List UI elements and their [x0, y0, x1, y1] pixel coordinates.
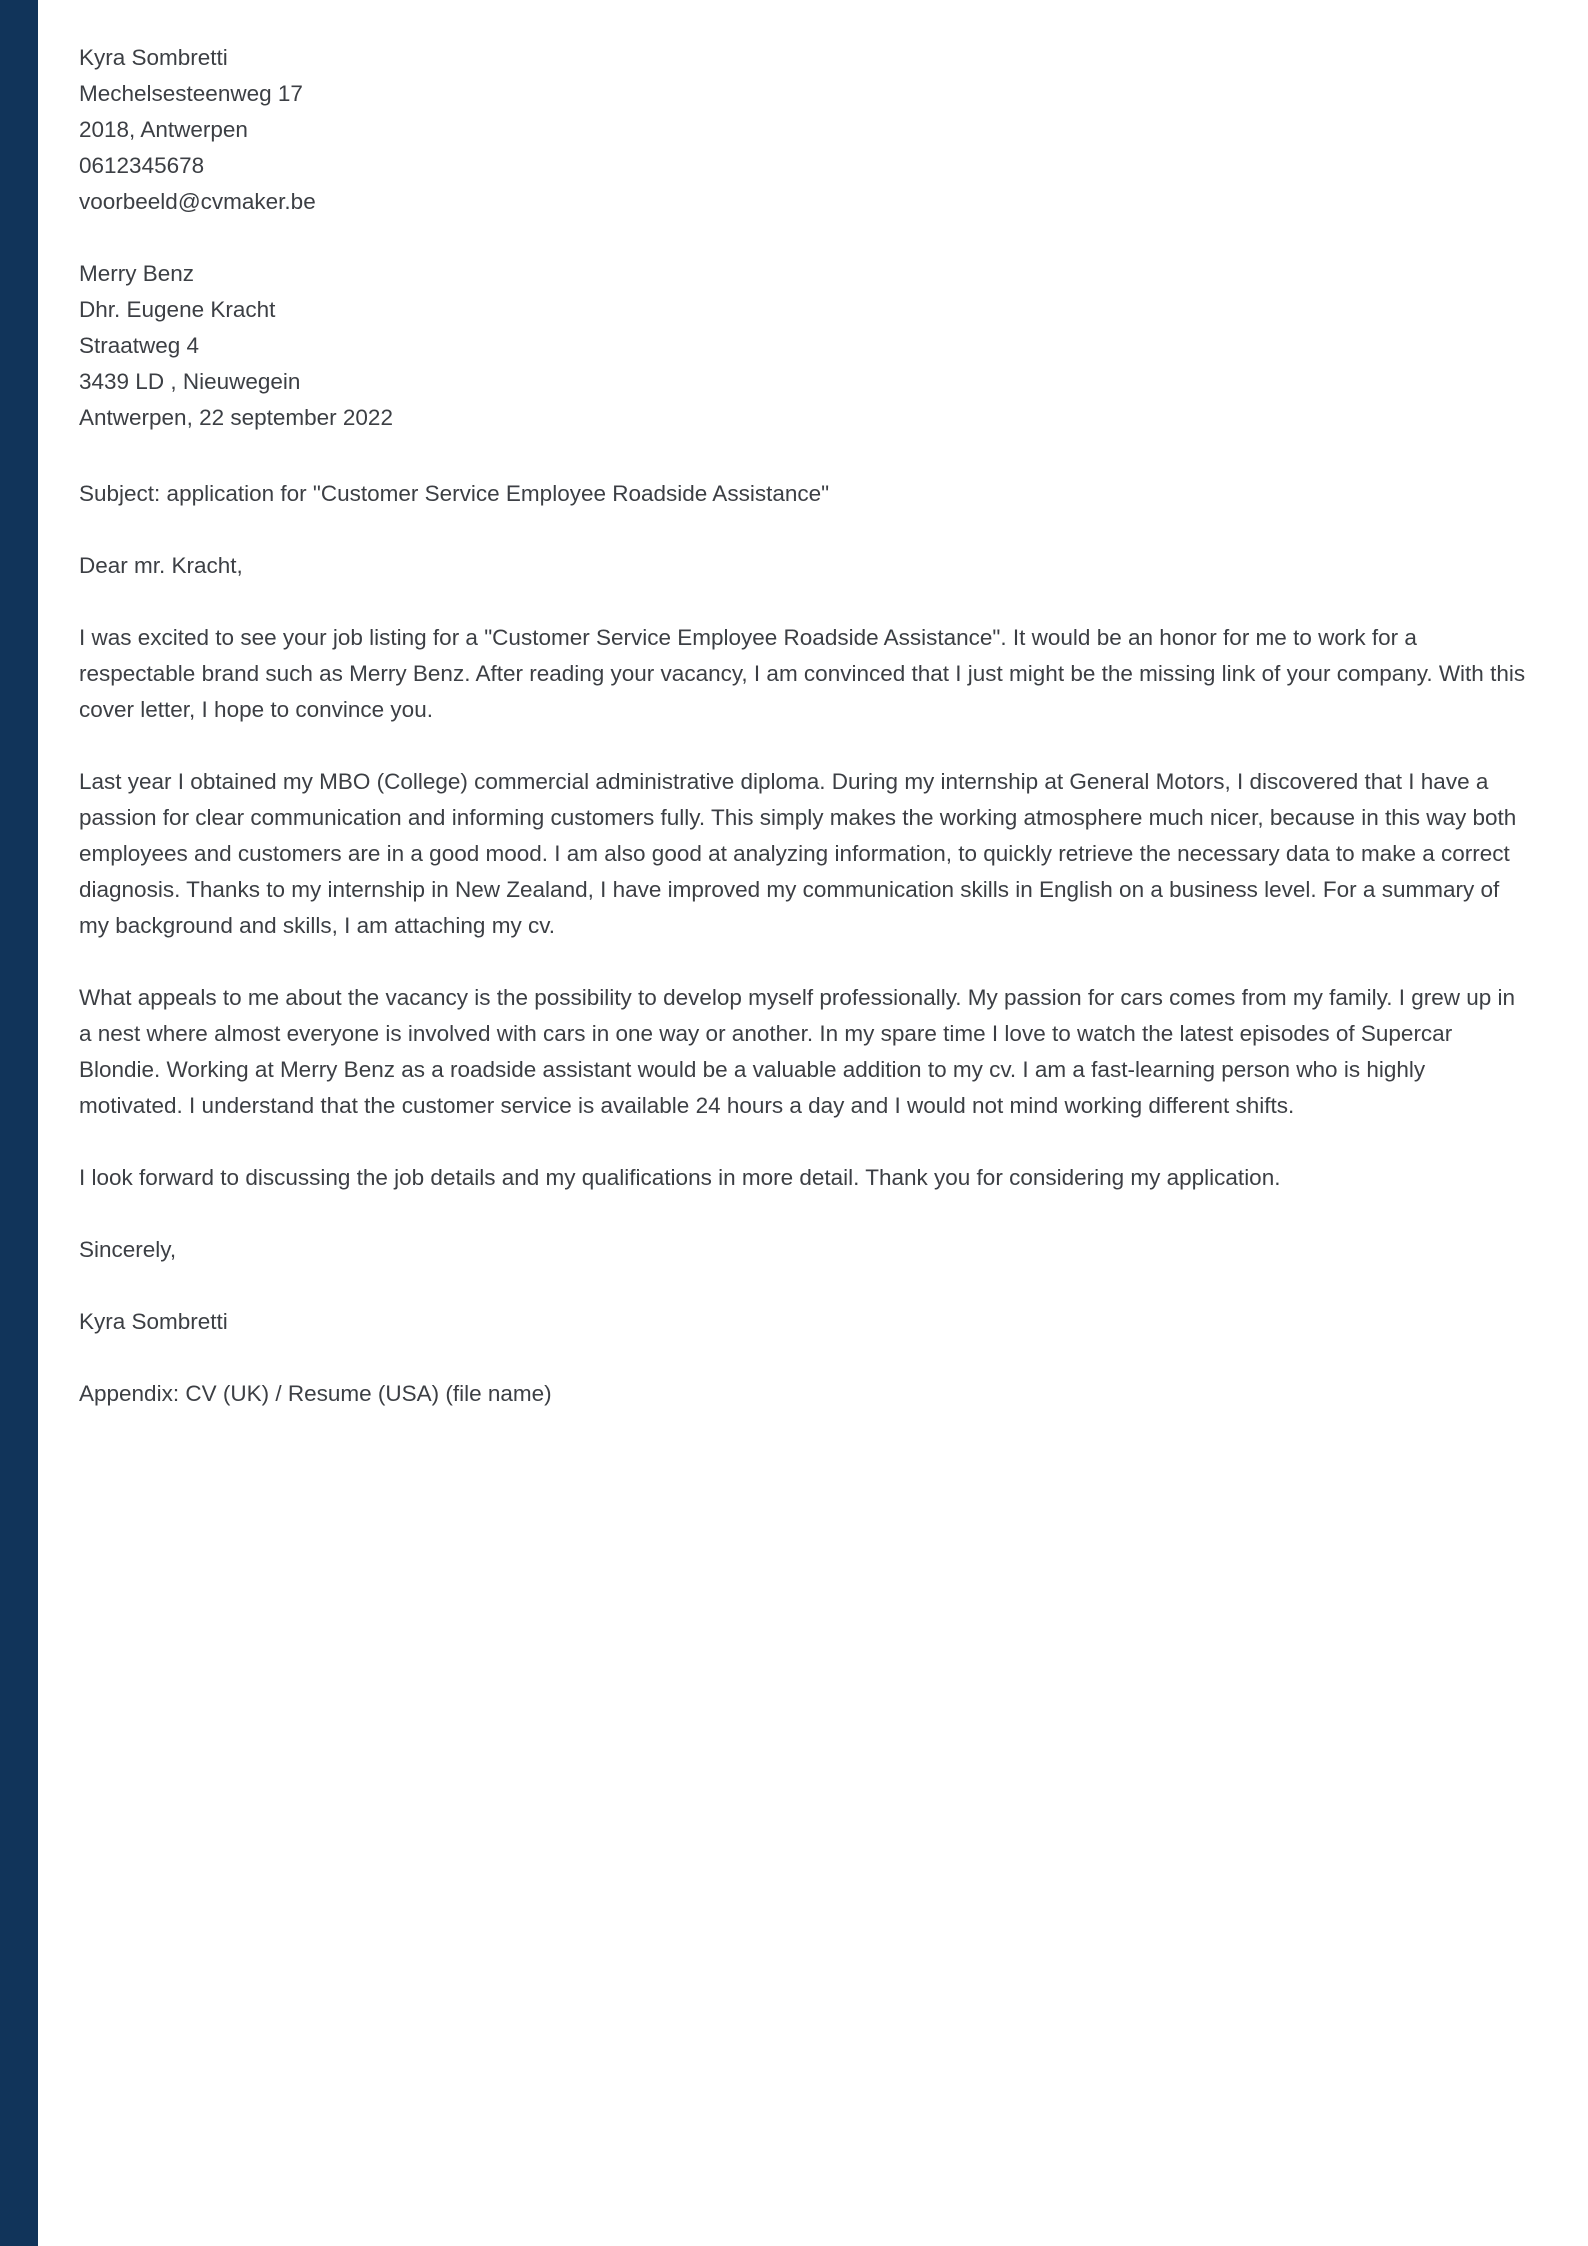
sender-phone: 0612345678	[79, 153, 205, 178]
sender-street: Mechelsesteenweg 17	[79, 81, 303, 106]
sender-email: voorbeeld@cvmaker.be	[79, 189, 316, 214]
left-accent-bar	[0, 0, 38, 2246]
body-paragraph-2: Last year I obtained my MBO (College) commercial administrative diploma. During my internship at General Motors, I discovered that I have a passion for clear communication and informing customers fully. This simply makes the working atmosphere much nicer, because in this way both employees and customers are in a good mood. I am also good at analyzing information, to quickly retrieve the necessary data to make a correct diagnosis. Thanks to my internship in New Zealand, I have improved my communication skills in English on a business level. For a summary of my background and skills, I am attaching my cv.	[79, 769, 1517, 938]
recipient-contact: Dhr. Eugene Kracht	[79, 297, 276, 322]
recipient-street: Straatweg 4	[79, 333, 200, 358]
subject-line: Subject: application for "Customer Service Employee Roadside Assistance"	[79, 481, 830, 506]
salutation: Dear mr. Kracht,	[79, 553, 243, 578]
recipient-city: 3439 LD , Nieuwegein	[79, 369, 301, 394]
sender-address	[79, 40, 1529, 220]
recipient-company: Merry Benz	[79, 261, 195, 286]
signature-name: Kyra Sombretti	[79, 1309, 228, 1334]
closing: Sincerely,	[79, 1237, 177, 1262]
body-paragraph-1: I was excited to see your job listing for a "Customer Service Employee Roadside Assistance". It would be an honor for me to work for a respectable brand such as Merry Benz. After reading your vacancy, I am convinced that I just might be the missing link of your company. With this cover letter, I hope to convince you.	[79, 625, 1526, 722]
place-date: Antwerpen, 22 september 2022	[79, 405, 393, 430]
cover-letter	[79, 40, 1529, 1412]
appendix-note: Appendix: CV (UK) / Resume (USA) (file name)	[79, 1381, 552, 1406]
recipient-address	[79, 256, 1529, 436]
body-paragraph-3: What appeals to me about the vacancy is the possibility to develop myself professionally. My passion for cars comes from my family. I grew up in a nest where almost everyone is involved with cars in one way or another. In my spare time I love to watch the latest episodes of Supercar Blondie. Working at Merry Benz as a roadside assistant would be a valuable addition to my cv. I am a fast-learning person who is highly motivated. I understand that the customer service is available 24 hours a day and I would not mind working different shifts.	[79, 985, 1516, 1118]
body-paragraph-4: I look forward to discussing the job details and my qualifications in more detail. Thank you for considering my application.	[79, 1165, 1281, 1190]
sender-city: 2018, Antwerpen	[79, 117, 248, 142]
sender-name: Kyra Sombretti	[79, 45, 228, 70]
